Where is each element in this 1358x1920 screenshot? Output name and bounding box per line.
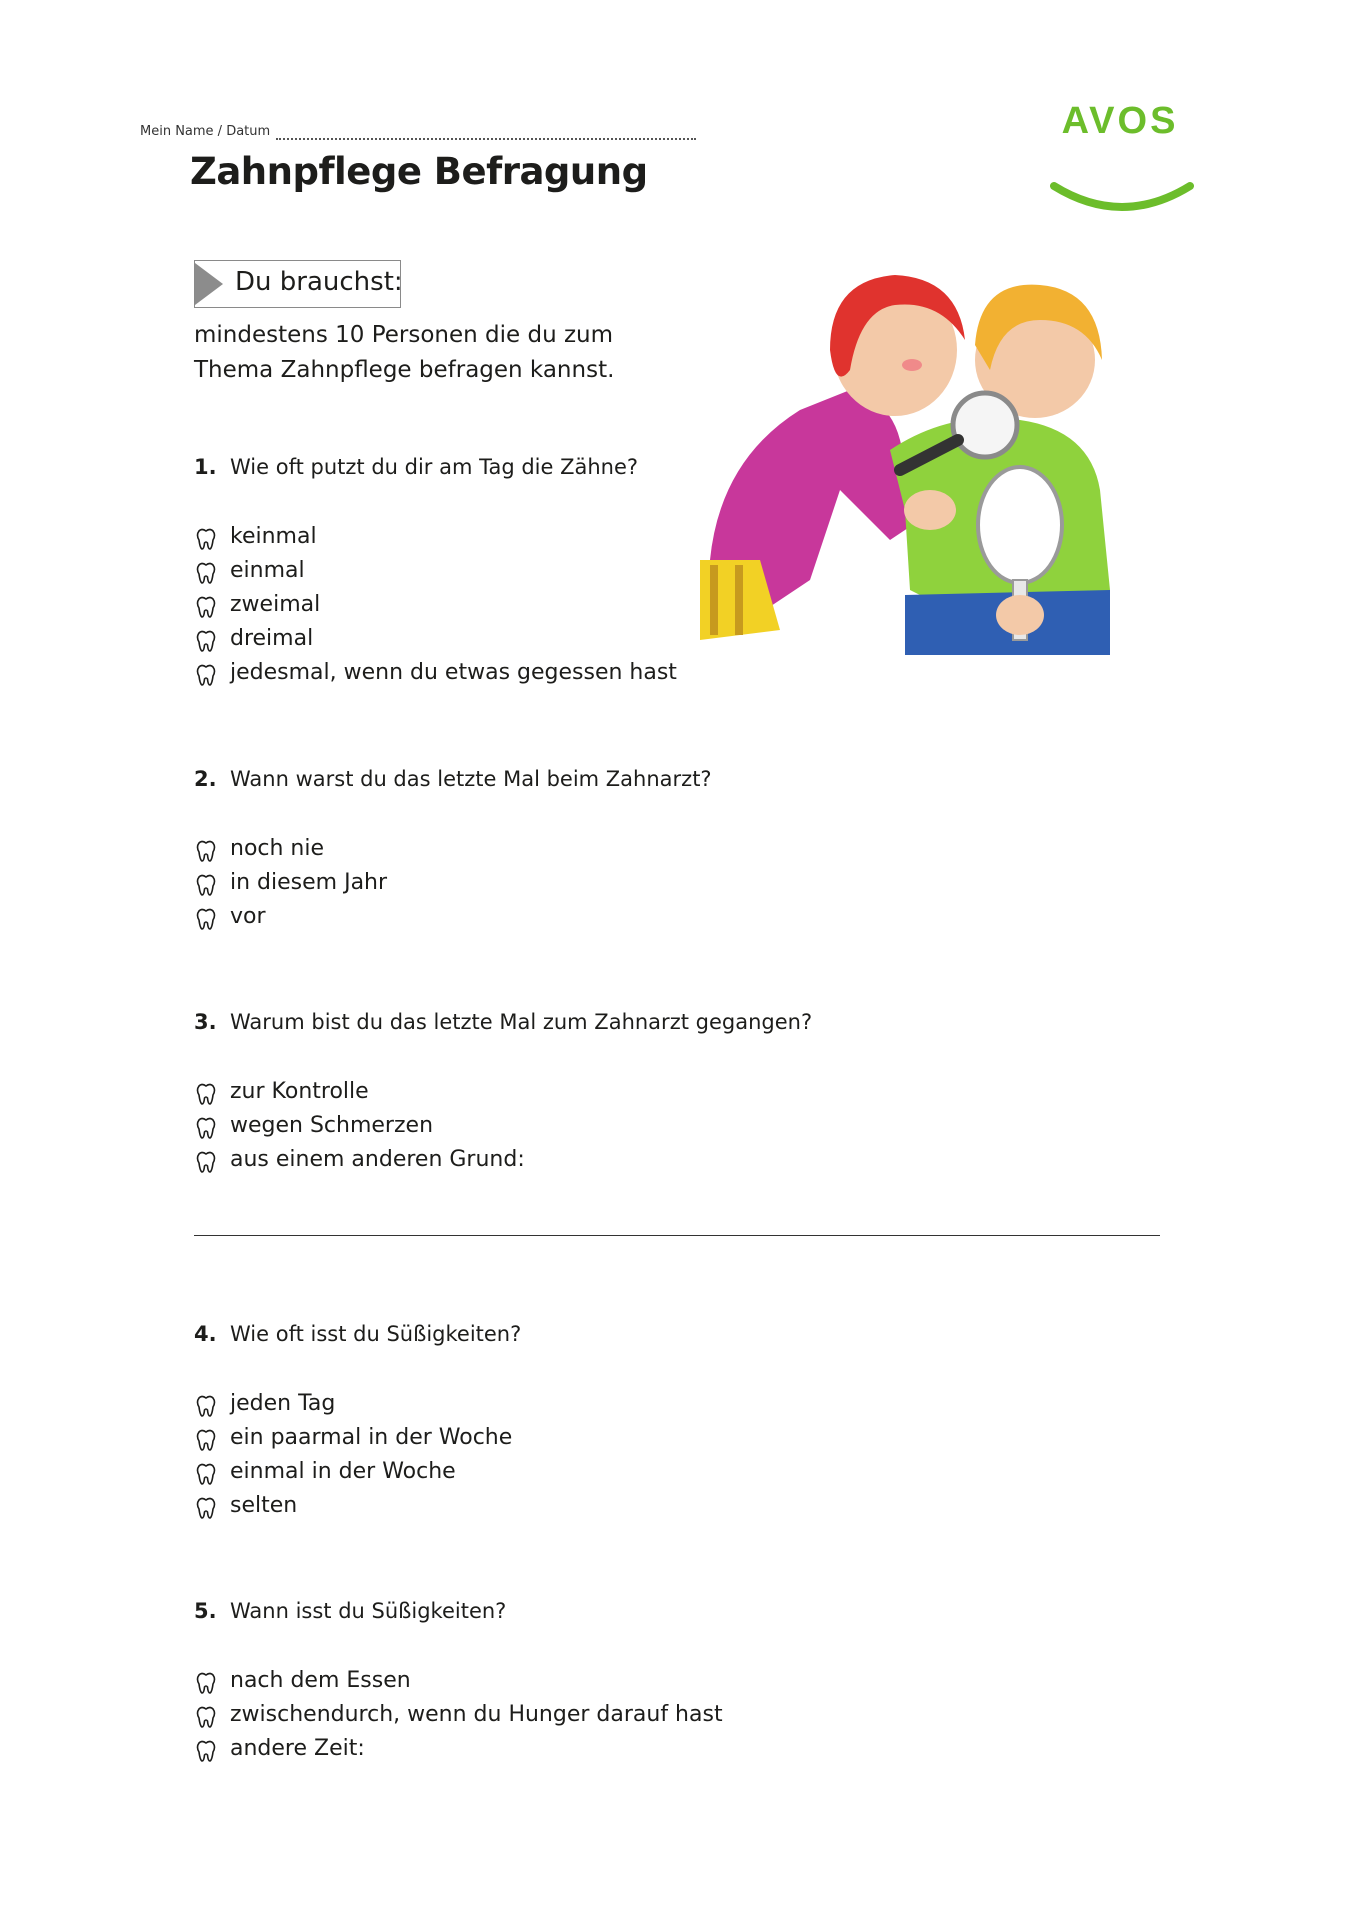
tooth-checkbox-icon[interactable] <box>194 629 218 653</box>
option-label: wegen Schmerzen <box>230 1113 434 1138</box>
page-title: Zahnpflege Befragung <box>190 150 648 193</box>
name-date-field[interactable] <box>276 138 696 140</box>
requirements-text: mindestens 10 Personen die du zum Thema Zahnpflege befragen kannst. <box>194 322 615 383</box>
tooth-checkbox-icon[interactable] <box>194 1739 218 1763</box>
option-label: einmal in der Woche <box>230 1459 456 1484</box>
arrow-icon <box>195 263 223 305</box>
option-label: noch nie <box>230 836 325 861</box>
question-1 <box>194 455 638 479</box>
option-label: aus einem anderen Grund: <box>230 1147 525 1172</box>
option-label: nach dem Essen <box>230 1668 411 1693</box>
tooth-checkbox-icon[interactable] <box>194 1705 218 1729</box>
tooth-checkbox-icon[interactable] <box>194 873 218 897</box>
question-text: Warum bist du das letzte Mal zum Zahnarzt gegangen? <box>230 1010 813 1034</box>
tooth-checkbox-icon[interactable] <box>194 1082 218 1106</box>
tooth-checkbox-icon[interactable] <box>194 1150 218 1174</box>
tooth-checkbox-icon[interactable] <box>194 595 218 619</box>
option-label: zur Kontrolle <box>230 1079 369 1104</box>
tooth-checkbox-icon[interactable] <box>194 839 218 863</box>
logo-text: AVOS <box>1061 100 1179 142</box>
tooth-checkbox-icon[interactable] <box>194 1462 218 1486</box>
question-number: 1. <box>194 455 217 479</box>
other-reason-answer-line[interactable] <box>194 1235 1160 1236</box>
question-text: Wie oft isst du Süßigkeiten? <box>230 1322 522 1346</box>
tooth-checkbox-icon[interactable] <box>194 663 218 687</box>
tooth-checkbox-icon[interactable] <box>194 1496 218 1520</box>
question-text: Wann warst du das letzte Mal beim Zahnarzt? <box>230 767 712 791</box>
children-dental-check-illustration <box>690 260 1160 670</box>
question-number: 5. <box>194 1599 217 1623</box>
question-4 <box>194 1322 521 1346</box>
tooth-checkbox-icon[interactable] <box>194 1671 218 1695</box>
question-text: Wann isst du Süßigkeiten? <box>230 1599 507 1623</box>
option-label: andere Zeit: <box>230 1736 365 1761</box>
option-label: zwischendurch, wenn du Hunger darauf hast <box>230 1702 723 1727</box>
question-5 <box>194 1599 506 1623</box>
requirements-box <box>194 260 401 308</box>
option-label: keinmal <box>230 524 317 549</box>
name-date-label: Mein Name / Datum <box>140 124 271 139</box>
avos-logo <box>1030 70 1210 250</box>
question-2 <box>194 767 712 791</box>
question-number: 2. <box>194 767 217 791</box>
option-label: zweimal <box>230 592 321 617</box>
option-label: jedesmal, wenn du etwas gegessen hast <box>230 660 677 685</box>
tooth-checkbox-icon[interactable] <box>194 1116 218 1140</box>
option-label: in diesem Jahr <box>230 870 388 895</box>
option-label: dreimal <box>230 626 314 651</box>
smile-icon <box>1030 70 1210 250</box>
tooth-checkbox-icon[interactable] <box>194 527 218 551</box>
tooth-checkbox-icon[interactable] <box>194 907 218 931</box>
option-label: ein paarmal in der Woche <box>230 1425 513 1450</box>
tooth-checkbox-icon[interactable] <box>194 1428 218 1452</box>
question-text: Wie oft putzt du dir am Tag die Zähne? <box>230 455 639 479</box>
option-label: jeden Tag <box>230 1391 336 1416</box>
option-label: selten <box>230 1493 298 1518</box>
question-number: 3. <box>194 1010 217 1034</box>
requirements-label: Du brauchst: <box>235 267 403 297</box>
tooth-checkbox-icon[interactable] <box>194 1394 218 1418</box>
option-label: vor <box>230 904 266 929</box>
option-label: einmal <box>230 558 305 583</box>
question-number: 4. <box>194 1322 217 1346</box>
question-3 <box>194 1010 812 1034</box>
tooth-checkbox-icon[interactable] <box>194 561 218 585</box>
